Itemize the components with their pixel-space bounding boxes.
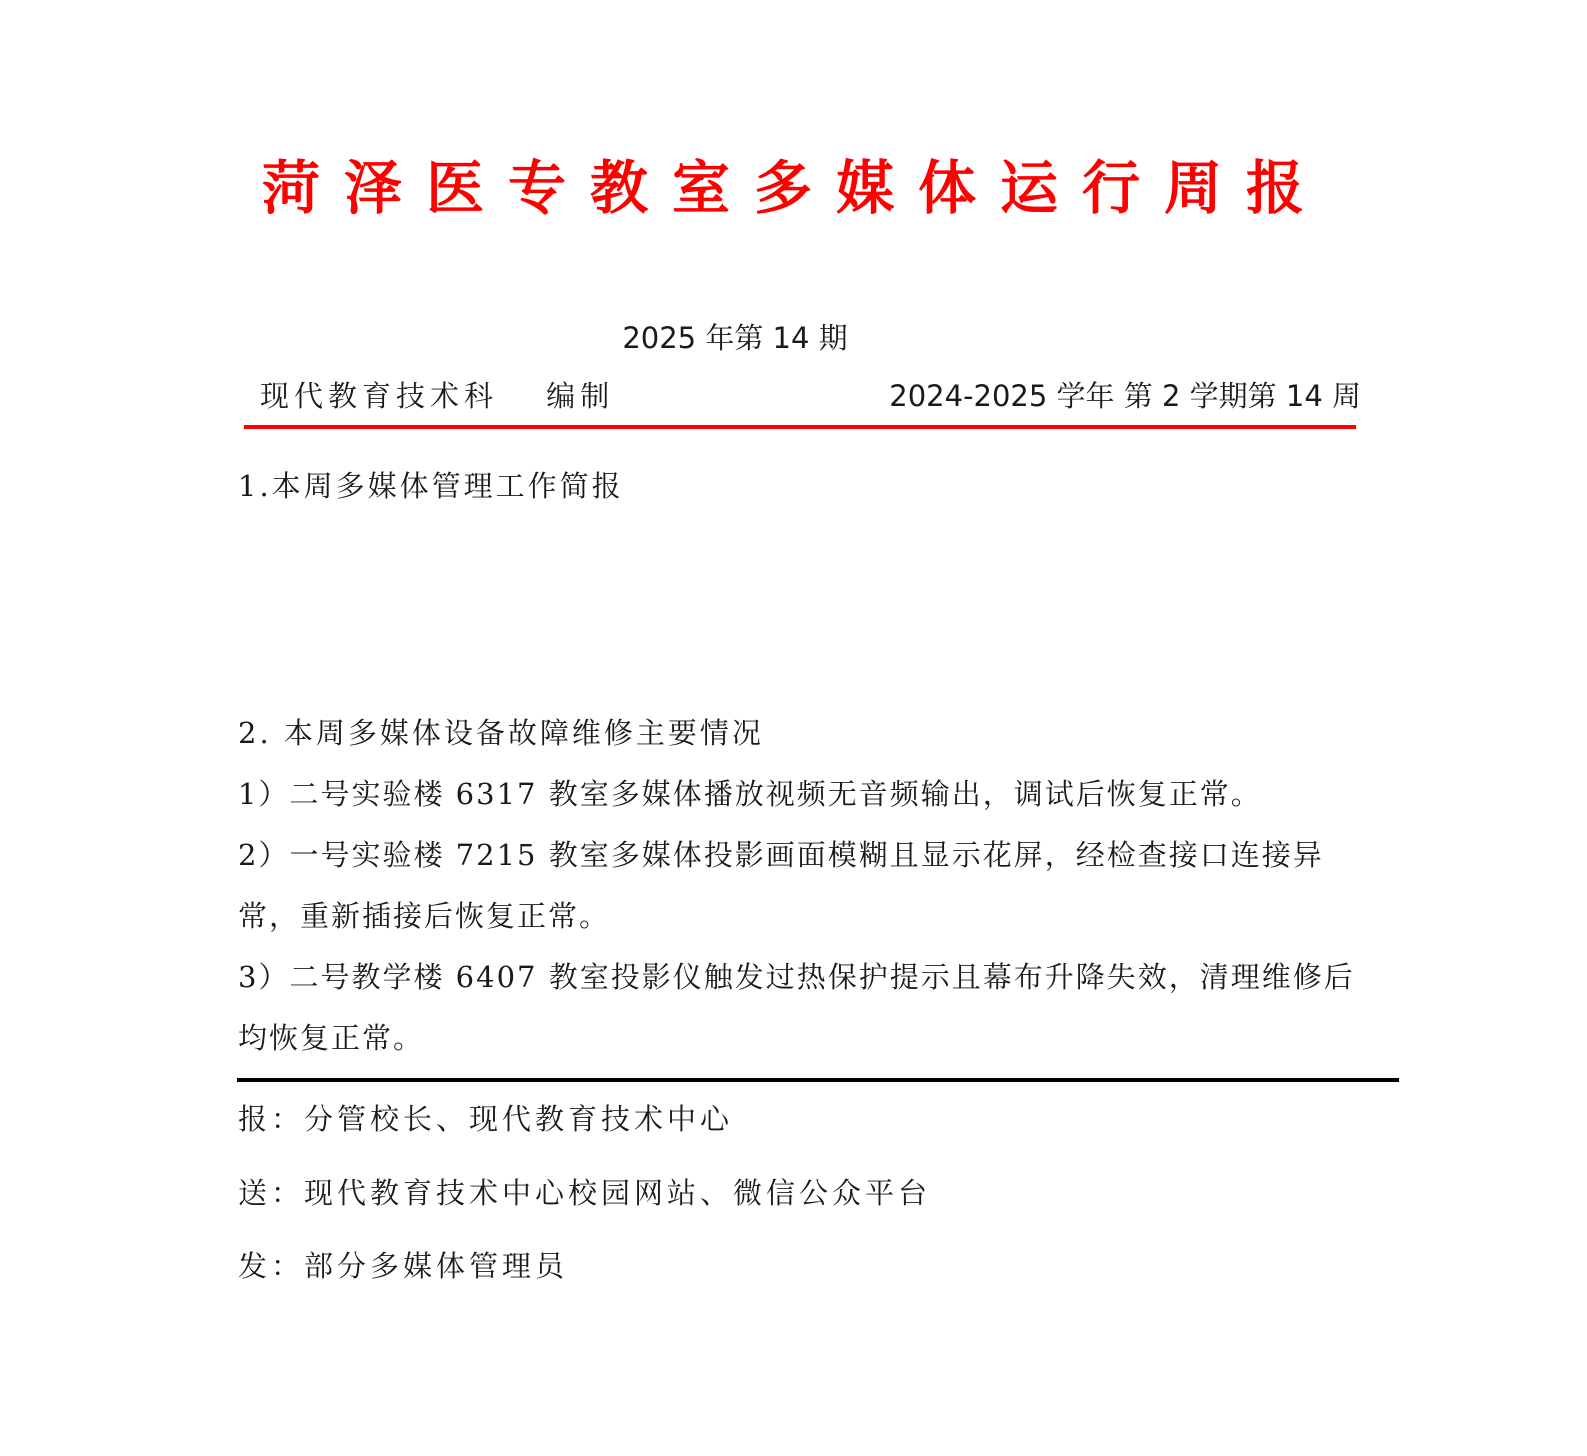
section-1-heading: 1.本周多媒体管理工作简报 <box>238 469 624 503</box>
issue-to-line: 发：部分多媒体管理员 <box>238 1249 569 1283</box>
repair-item-1: 1）二号实验楼 6317 教室多媒体播放视频无音频输出，调试后恢复正常。 <box>238 777 1262 811</box>
header-red-rule <box>244 425 1356 429</box>
compiler-line: 现代教育技术科 编制 <box>260 379 615 413</box>
footer-black-rule <box>237 1078 1399 1082</box>
issue-number: 2025 年第 14 期 <box>622 321 848 355</box>
repair-item-3: 3）二号教学楼 6407 教室投影仪触发过热保护提示且幕布升降失效，清理维修后均恢复正常。 <box>238 960 1355 1055</box>
term-line: 2024-2025 学年 第 2 学期第 14 周 <box>889 379 1361 413</box>
document-title: 菏泽医专教室多媒体运行周报 <box>261 154 1328 222</box>
report-to-line: 报：分管校长、现代教育技术中心 <box>238 1102 734 1136</box>
send-to-line: 送：现代教育技术中心校园网站、微信公众平台 <box>238 1176 932 1210</box>
section-2-heading: 2. 本周多媒体设备故障维修主要情况 <box>238 716 764 750</box>
repair-item-2: 2）一号实验楼 7215 教室多媒体投影画面模糊且显示花屏，经检查接口连接异常，重新插接后恢复正常。 <box>238 838 1324 933</box>
